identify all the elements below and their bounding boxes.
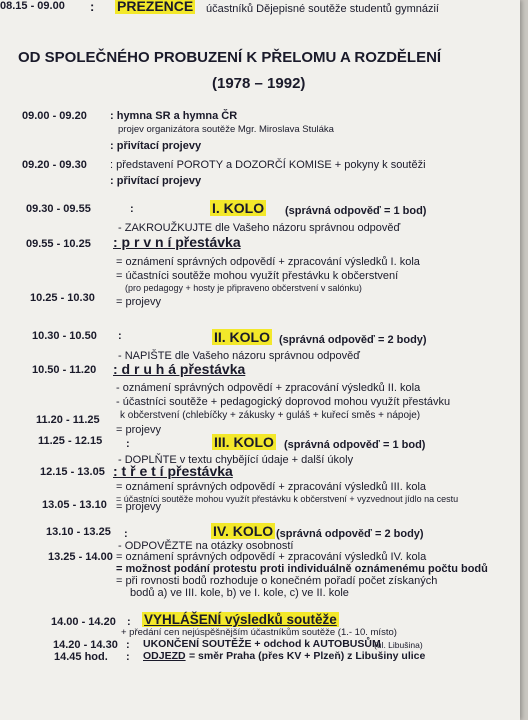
end-colon: : — [126, 639, 130, 651]
time-break3: 12.15 - 13.05 — [40, 466, 105, 478]
break2-label: : d r u h á přestávka — [113, 361, 246, 377]
round1-colon: : — [130, 203, 134, 215]
round2-scoring: (správná odpověď = 2 body) — [279, 334, 427, 346]
round2-label: II. KOLO — [214, 329, 270, 345]
time-departure: 14.45 hod. — [54, 651, 108, 663]
awards-label: VYHLÁŠENÍ výsledků soutěže — [144, 612, 337, 627]
header-time: 08.15 - 09.00 — [0, 0, 65, 12]
time-break2: 10.50 - 11.20 — [32, 364, 97, 376]
round3-task: - DOPLŇTE v textu chybějící údaje + další úkoly — [118, 454, 354, 466]
opening-welcome-2: : přivítací projevy — [110, 175, 202, 187]
header-text: účastníků Dějepisné soutěže studentů gymnázií — [206, 3, 439, 15]
time-speeches3: 13.05 - 13.10 — [42, 499, 107, 511]
break3-label: : t ř e t í přestávka — [113, 463, 233, 479]
round3-colon: : — [126, 438, 130, 450]
round1-scoring: (správná odpověď = 1 bod) — [285, 205, 427, 217]
page-subtitle: (1978 – 1992) — [212, 75, 306, 92]
break1-line2: = účastníci soutěže mohou využít přestávku k občerstvení — [116, 270, 399, 282]
time-opening: 09.00 - 09.20 — [22, 110, 87, 122]
header-label: PREZENCE — [117, 0, 194, 14]
round2-colon: : — [118, 330, 122, 342]
departure-colon: : — [126, 651, 130, 663]
round1-task: - ZAKROUŽKUJTE dle Vašeho názoru správnou odpověď — [118, 222, 401, 234]
time-jury: 09.20 - 09.30 — [22, 159, 87, 171]
time-awards: 14.00 - 14.20 — [51, 616, 116, 628]
time-round2: 10.30 - 10.50 — [32, 330, 97, 342]
break2-line1: - oznámení správných odpovědí + zpracování výsledků II. kola — [116, 382, 421, 394]
break1-line1: = oznámení správných odpovědí + zpracování výsledků I. kola — [116, 256, 420, 268]
time-speeches1: 10.25 - 10.30 — [30, 292, 95, 304]
time-round3: 11.25 - 12.15 — [38, 435, 103, 447]
page-title: OD SPOLEČNÉHO PROBUZENÍ K PŘELOMU A ROZDĚLENÍ — [18, 49, 442, 66]
round3-scoring: (správná odpověď = 1 bod) — [284, 439, 426, 451]
speeches2: = projevy — [116, 424, 161, 436]
awards-colon: : — [127, 616, 131, 628]
opening-jury: : představení POROTY a DOZORČÍ KOMISE + pokyny k soutěži — [110, 159, 426, 171]
departure-label: ODJEZD — [143, 650, 186, 662]
round4-line1: = oznámení správných odpovědí + zpracování výsledků IV. kola — [116, 551, 427, 563]
speeches1: = projevy — [116, 296, 161, 308]
break1-label: : p r v n í přestávka — [113, 234, 241, 250]
round3-label: III. KOLO — [214, 434, 274, 450]
round4-label: IV. KOLO — [213, 523, 274, 539]
opening-anthem: : hymna SR a hymna ČR — [110, 110, 238, 122]
time-break1: 09.55 - 10.25 — [26, 238, 91, 250]
time-round1: 09.30 - 09.55 — [26, 203, 91, 215]
round4-colon: : — [124, 528, 128, 540]
speeches3: = projevy — [116, 501, 161, 513]
header-colon: : — [90, 0, 95, 14]
round4-task: - ODPOVĚZTE na otázky osobností — [118, 540, 294, 552]
awards-line: + předání cen nejúspěšnějším účastníkům soutěže (1.- 10. místo) — [121, 627, 397, 638]
round2-task: - NAPIŠTE dle Vašeho názoru správnou odpověď — [118, 350, 360, 362]
opening-speech: projev organizátora soutěže Mgr. Miroslava Stuláka — [118, 124, 334, 135]
round4-line2: = možnost podání protestu proti individuálně oznámenému počtu bodů — [116, 563, 488, 575]
round1-label: I. KOLO — [212, 200, 265, 216]
departure-line: = směr Praha (přes KV + Plzeň) z Libušiny ulice — [189, 650, 426, 662]
opening-welcome: : přivítací projevy — [110, 140, 202, 152]
time-results4: 13.25 - 14.00 — [48, 551, 113, 563]
time-speeches2: 11.20 - 11.25 — [36, 414, 100, 426]
time-round4: 13.10 - 13.25 — [46, 526, 111, 538]
time-end: 14.20 - 14.30 — [53, 639, 118, 651]
break2-line2: - účastníci soutěže + pedagogický doprovod mohou využít přestávku — [116, 396, 451, 408]
break2-line3: k občerstvení (chlebíčky + zákusky + guláš + kuřecí směs + nápoje) — [120, 410, 421, 421]
round4-scoring: (správná odpověď = 2 body) — [276, 528, 424, 540]
round4-line3: = při rovnosti bodů rozhoduje o konečném pořadí počet získaných — [116, 575, 438, 587]
break3-line1: = oznámení správných odpovědí + zpracování výsledků III. kola — [116, 481, 427, 493]
break1-line3: (pro pedagogy + hosty je připraveno občerstvení v salónku) — [125, 283, 362, 293]
end-street: (ul. Libušina) — [374, 640, 423, 650]
end-line: UKONČENÍ SOUTĚŽE + odchod k AUTOBUSŮM — [143, 638, 381, 650]
round4-line4: bodů a) ve III. kole, b) ve I. kole, c) ve II. kole — [130, 587, 349, 599]
break3-line2: = účastníci soutěže mohou využít přestávku k občerstvení + vyzvednout jídlo na cestu — [116, 494, 459, 504]
